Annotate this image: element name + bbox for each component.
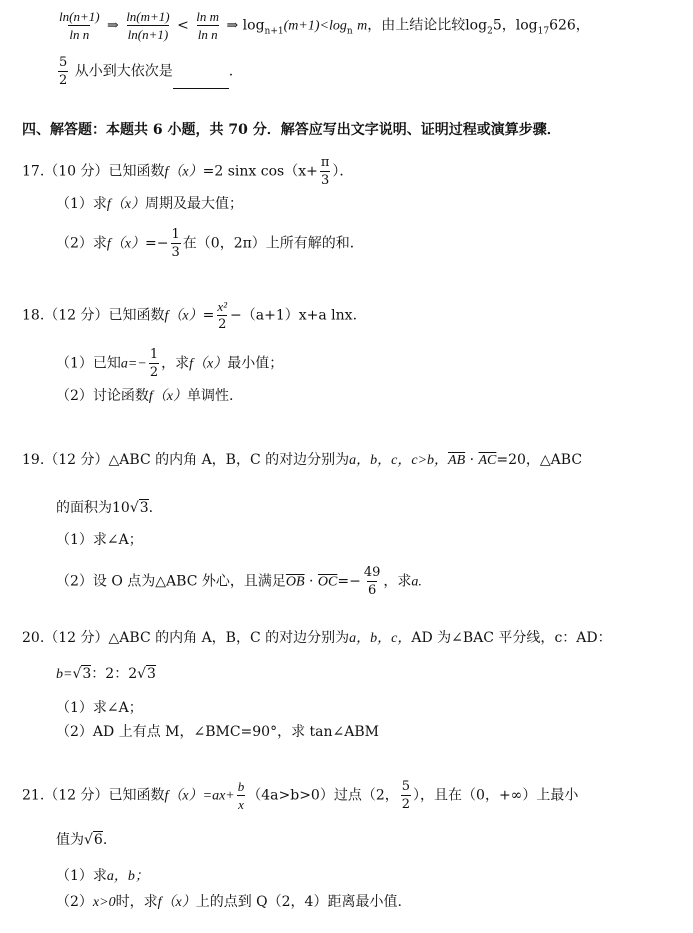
fraction: $\frac{\ln(m+1)}{\ln(n+1)}$ <box>126 9 170 42</box>
vector-ab: $\overline{AB}$ <box>448 453 466 468</box>
q19-part2: （2）设 O 点为△ABC 外心，且满足$\overline{OB} \cdot \overline{OC}=-$ $\frac{49}{6}$ ，求a. <box>56 565 422 598</box>
fraction: $\frac{\text{x²}}{2}$ <box>217 299 228 332</box>
q19-part1: （1）求∠A； <box>56 532 143 548</box>
q17-stem: 17.（10 分）已知函数f（x）=2 sinx cos（x+ $\frac{\pi}{3}$ ）． <box>22 155 354 188</box>
q20-line2: b=√3：2：2√3 <box>56 666 156 682</box>
fraction: $\frac{1}{3}$ <box>171 227 180 260</box>
fraction: $\frac{5}{2}$ <box>59 55 68 88</box>
top-tail-line: $\frac{5}{2}$ 从小到大依次是 . <box>59 55 234 88</box>
q18-stem: 18.（12 分）已知函数f（x）= $\frac{\text{x²}}{2}$ −（a+1）x+a lnx. <box>22 299 358 332</box>
fraction: $\frac{\ln(n+1)}{\text{ln n}}$ <box>59 9 100 42</box>
vector-ob: $\overline{OB}$ <box>285 574 305 590</box>
q20-part1: （1）求∠A； <box>56 700 143 716</box>
q18-part1: （1）已知a=− $\frac{1}{2}$ ，求f（x）最小值； <box>56 347 284 380</box>
fraction: $\frac{5}{2}$ <box>401 779 411 812</box>
q21-line2: 值为√6. <box>56 832 108 848</box>
fraction: $\frac{49}{6}$ <box>363 565 381 598</box>
q20-part2: （2）AD 上有点 M，∠BMC=90°，求 tan∠ABM <box>56 724 379 740</box>
q21-part2: （2）x>0时，求f（x）上的点到 Q（2，4）距离最小值. <box>56 894 402 910</box>
vector-ac: $\overline{AC}$ <box>478 453 497 468</box>
q19-stem: 19.（12 分）△ABC 的内角 A，B，C 的对边分别为a，b，c，c>b，$\overline{AB} \cdot \overline{AC}=20$，△ABC <box>22 452 583 468</box>
fraction: $\frac{b}{x}$ <box>237 779 245 812</box>
sqrt-symbol: √ <box>72 666 82 682</box>
q21-stem: 21.（12 分）已知函数f（x）=ax+ $\frac{b}{x}$ （4a>b>0）过点（2， $\frac{5}{2}$ ），且在（0，+∞）上最小 <box>22 779 579 812</box>
q19-line2: 的面积为10√3. <box>56 500 154 516</box>
q20-stem: 20.（12 分）△ABC 的内角 A，B，C 的对边分别为a，b，c，AD 为∠BAC 平分线，c：AD： <box>22 630 612 646</box>
fraction: $\frac{1}{2}$ <box>149 347 159 380</box>
answer-blank <box>173 74 229 89</box>
q17-part1: （1）求f（x）周期及最大值； <box>56 196 244 212</box>
q21-part1: （1）求a，b； <box>56 868 149 884</box>
sqrt-symbol: √ <box>129 500 139 516</box>
sqrt-symbol: √ <box>137 666 147 682</box>
top-conclusion-line: $\frac{\ln(n+1)}{\text{ln n}}$ ⇒ $\frac{\ln(m+1)}{\ln(n+1)}$ < $\frac{\text{ln m}}{\text{ln n}}$ ⇒ $\log_{n+1}(m+1)<\log_n$ m，由上结论比较$\log_25$，$\log_{17}626$， <box>59 9 590 42</box>
section-heading: 四、解答题：本题共 6 小题，共 70 分．解答应写出文字说明、证明过程或演算步骤． <box>22 122 561 138</box>
sqrt-symbol: √ <box>84 832 93 848</box>
q17-part2: （2）求f（x）=− $\frac{1}{3}$ 在（0，2π）上所有解的和． <box>56 227 364 260</box>
fraction: $\frac{\pi}{3}$ <box>320 155 330 188</box>
q18-part2: （2）讨论函数f（x）单调性. <box>56 388 234 404</box>
fraction: $\frac{\text{ln m}}{\text{ln n}}$ <box>196 9 220 42</box>
vector-oc: $\overline{OC}$ <box>317 574 338 590</box>
